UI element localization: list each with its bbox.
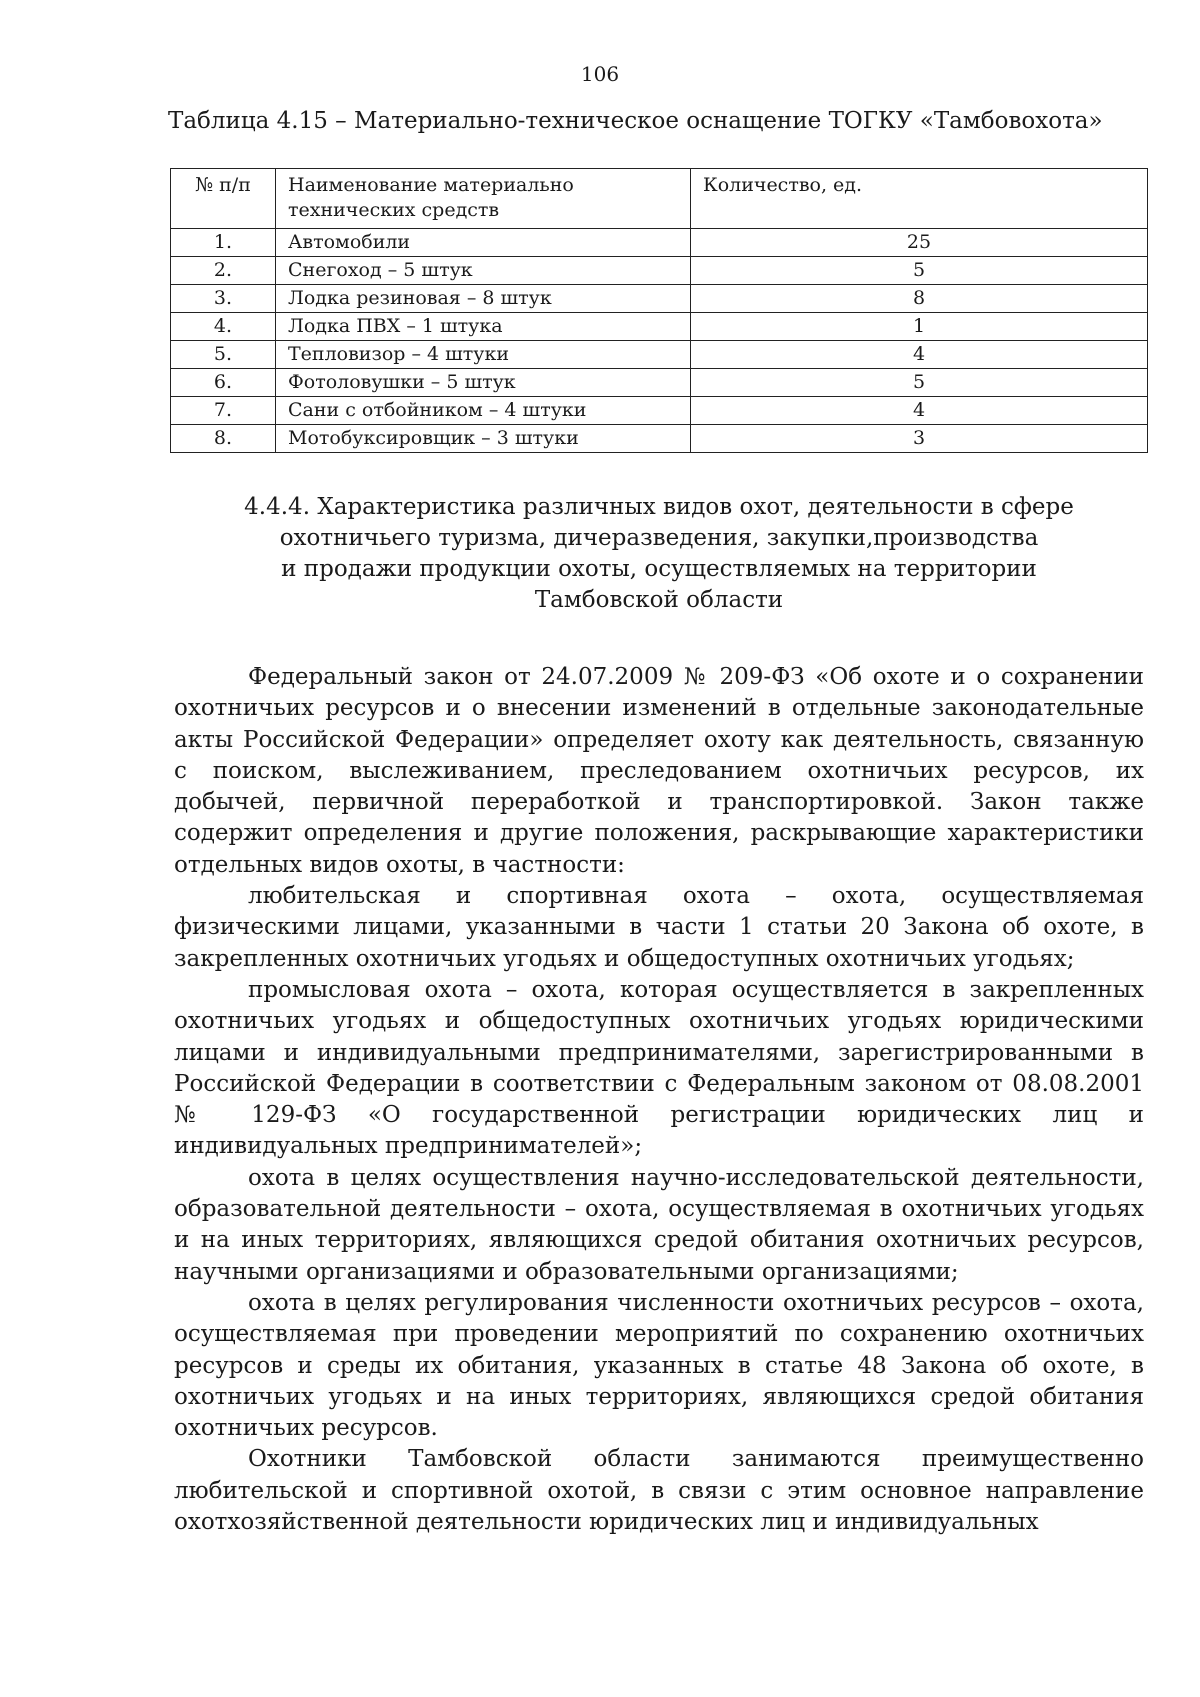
row-number: 6. [171,369,276,397]
table-row [171,425,1148,453]
section-title-line: и продажи продукции охоты, осуществляемых на территории [281,556,1037,582]
section-title-line: охотничьего туризма, дичеразведения, закупки,производства [279,525,1039,551]
row-quantity: 5 [691,369,1148,397]
table-caption: Таблица 4.15 – Материально-техническое оснащение ТОГКУ «Тамбовохота» [168,108,1103,134]
row-quantity: 3 [691,425,1148,453]
paragraph: Охотники Тамбовской области занимаются преимущественно любительской и спортивной охотой, в связи с этим основное направление охотхозяйственной деятельности юридических лиц и индивидуальных [174,1446,1144,1536]
paragraph: охота в целях осуществления научно-исследовательской деятельности, образовательной деятельности – охота, осуществляемая в охотничьих угодьях и на иных территориях, являющихся средой обитания охотничьих ресурсов, научными организациями и образовательными организациями; [174,1164,1144,1285]
section-title [170,492,1148,616]
row-quantity: 5 [691,257,1148,285]
table-row [171,313,1148,341]
row-number: 5. [171,341,276,369]
row-name: Сани с отбойником – 4 штуки [276,397,691,425]
table-row [171,341,1148,369]
row-quantity: 1 [691,313,1148,341]
table-row [171,285,1148,313]
row-name: Фотоловушки – 5 штук [276,369,691,397]
section-title-line: 4.4.4. Характеристика различных видов охот, деятельности в сфере [244,494,1074,520]
row-number: 2. [171,257,276,285]
row-number: 1. [171,229,276,257]
table-body [171,229,1148,453]
header-name: Наименование материально технических средств [276,169,691,229]
row-name: Мотобуксировщик – 3 штуки [276,425,691,453]
table-header-row [171,169,1148,229]
row-name: Лодка ПВХ – 1 штука [276,313,691,341]
row-name: Лодка резиновая – 8 штук [276,285,691,313]
row-number: 8. [171,425,276,453]
row-quantity: 4 [691,341,1148,369]
row-number: 7. [171,397,276,425]
body-text [174,662,1144,1538]
paragraph: промысловая охота – охота, которая осуществляется в закрепленных охотничьих угодьях и общедоступных охотничьих угодьях юридическими лицами и индивидуальными предпринимателями, зарегистрированными в Российской Федерации в соответствии с Федеральным законом от 08.08.2001 № 129-ФЗ «О государственной регистрации юридических лиц и индивидуальных предпринимателей»; [174,976,1144,1160]
header-quantity: Количество, ед. [691,169,1148,229]
equipment-table [170,168,1148,453]
table-row [171,369,1148,397]
row-number: 3. [171,285,276,313]
row-quantity: 4 [691,397,1148,425]
row-quantity: 8 [691,285,1148,313]
row-quantity: 25 [691,229,1148,257]
page-number: 106 [580,62,620,86]
row-number: 4. [171,313,276,341]
row-name: Снегоход – 5 штук [276,257,691,285]
row-name: Автомобили [276,229,691,257]
paragraph: любительская и спортивная охота – охота, осуществляемая физическими лицами, указанными в части 1 статьи 20 Закона об охоте, в закрепленных охотничьих угодьях и общедоступных охотничьих угодьях; [174,883,1144,972]
table-row [171,257,1148,285]
paragraph: Федеральный закон от 24.07.2009 № 209-ФЗ «Об охоте и о сохранении охотничьих ресурсов и о внесении изменений в отдельные законодательные акты Российской Федерации» определяет охоту как деятельность, связанную с поиском, выслеживанием, преследованием охотничьих ресурсов, их добычей, первичной переработкой и транспортировкой. Закон также содержит определения и другие положения, раскрывающие характеристики отдельных видов охоты, в частности: [174,664,1144,878]
table-row [171,397,1148,425]
paragraph: охота в целях регулирования численности охотничьих ресурсов – охота, осуществляемая при проведении мероприятий по сохранению охотничьих ресурсов и среды их обитания, указанных в статье 48 Закона об охоте, в охотничьих угодьях и на иных территориях, являющихся средой обитания охотничьих ресурсов. [174,1289,1144,1442]
table-row [171,229,1148,257]
row-name: Тепловизор – 4 штуки [276,341,691,369]
section-title-line: Тамбовской области [534,587,784,613]
header-number: № п/п [171,169,276,229]
